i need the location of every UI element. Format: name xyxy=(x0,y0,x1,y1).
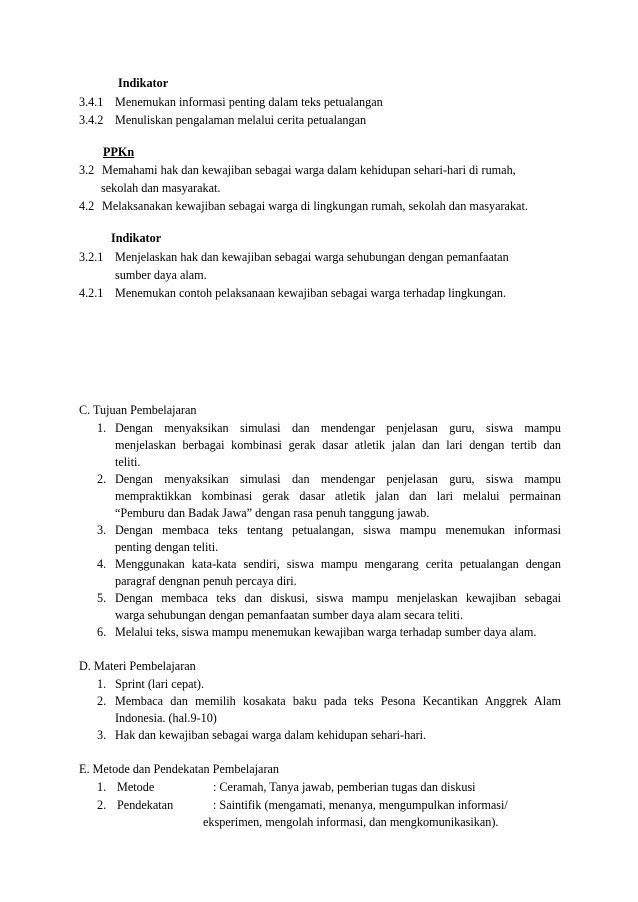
item-number: 3.2.1 xyxy=(79,250,104,264)
tujuan-num-4: 4. xyxy=(97,557,107,571)
tujuan-item-2-line-1: Dengan menyaksikan simulasi dan mendengar penjelasan guru, siswa mampu xyxy=(115,472,561,486)
indikator-heading-2: Indikator xyxy=(111,231,162,245)
tujuan-item-5-line-1: Dengan membaca teks dan diskusi, siswa mampu menjelaskan kewajiban sebagai xyxy=(115,591,561,605)
item-number: 4.2.1 xyxy=(79,286,104,300)
tujuan-num-2: 2. xyxy=(97,472,107,486)
materi-item-2-line-1: Membaca dan memilih kosakata baku pada teks Pesona Kecantikan Anggrek Alam xyxy=(115,694,561,708)
item-text: Menemukan contoh pelaksanaan kewajiban sebagai warga terhadap lingkungan. xyxy=(115,286,506,300)
tujuan-item-1-line-1: Dengan menyaksikan simulasi dan mendengar penjelasan guru, siswa mampu xyxy=(115,421,561,435)
tujuan-item-1-line-3: teliti. xyxy=(115,455,141,469)
tujuan-item-3-line-1: Dengan membaca teks tentang petualangan, siswa mampu menemukan informasi xyxy=(115,523,561,537)
item-number: 3.2 xyxy=(79,163,95,177)
indikator-1-item-2 xyxy=(79,112,366,128)
tujuan-item-1-line-2: menjelaskan berbagai kombinasi gerak dasar atletik jalan dan lari dengan tertib dan xyxy=(115,438,561,452)
item-label: Pendekatan xyxy=(117,798,174,812)
indikator-2-item-1 xyxy=(79,249,509,265)
materi-num-1: 1. xyxy=(97,677,107,691)
tujuan-num-1: 1. xyxy=(97,421,107,435)
metode-heading: E. Metode dan Pendekatan Pembelajaran xyxy=(79,762,280,776)
item-value: : Ceramah, Tanya jawab, pemberian tugas dan diskusi xyxy=(213,780,476,794)
metode-item-2-cont: eksperimen, mengolah informasi, dan mengkomunikasikan). xyxy=(203,815,499,829)
item-text: Menemukan informasi penting dalam teks petualangan xyxy=(115,95,383,109)
item-label: Metode xyxy=(117,780,155,794)
metode-item-1 xyxy=(97,779,476,795)
indikator-2-item-2 xyxy=(79,285,506,301)
item-number: 3.4.1 xyxy=(79,95,104,109)
tujuan-item-5-line-2: warga sehubungan dengan pemanfaatan sumber daya alam secara teliti. xyxy=(115,608,463,622)
item-value: : Saintifik (mengamati, menanya, mengumpulkan informasi/ xyxy=(213,798,508,812)
indikator-2-item-1-cont: sumber daya alam. xyxy=(115,268,207,282)
item-text: Memahami hak dan kewajiban sebagai warga dalam kehidupan sehari-hari di rumah, xyxy=(102,163,516,177)
item-text: Menjelaskan hak dan kewajiban sebagai warga sehubungan dengan pemanfaatan xyxy=(115,250,509,264)
materi-item-3-line-1: Hak dan kewajiban sebagai warga dalam kehidupan sehari-hari. xyxy=(115,728,427,742)
materi-heading: D. Materi Pembelajaran xyxy=(79,659,196,673)
indikator-1-item-1 xyxy=(79,94,383,110)
tujuan-item-4-line-2: paragraf dengnan penuh percaya diri. xyxy=(115,574,297,588)
tujuan-num-3: 3. xyxy=(97,523,107,537)
item-number: 3.4.2 xyxy=(79,113,104,127)
materi-item-2-line-2: Indonesia. (hal.9-10) xyxy=(115,711,217,725)
ppkn-heading: PPKn xyxy=(103,145,135,159)
ppkn-item-1-cont: sekolah dan masyarakat. xyxy=(101,181,221,195)
tujuan-item-2-line-2: mempraktikkan kombinasi gerak dasar atletik jalan dan lari melalui permainan xyxy=(115,489,561,503)
ppkn-item-1 xyxy=(79,162,516,178)
tujuan-item-3-line-2: penting dengan teliti. xyxy=(115,540,219,554)
materi-item-1-line-1: Sprint (lari cepat). xyxy=(115,677,205,691)
item-text: Menuliskan pengalaman melalui cerita petualangan xyxy=(115,113,367,127)
tujuan-item-4-line-1: Menggunakan kata-kata sendiri, siswa mampu mengarang cerita petualangan dengan xyxy=(115,557,561,571)
tujuan-num-5: 5. xyxy=(97,591,107,605)
tujuan-item-6-line-1: Melalui teks, siswa mampu menemukan kewajiban warga terhadap sumber daya alam. xyxy=(115,625,537,639)
indikator-heading-1: Indikator xyxy=(118,76,169,90)
materi-num-2: 2. xyxy=(97,694,107,708)
metode-item-2 xyxy=(97,797,508,813)
item-number: 4.2 xyxy=(79,199,95,213)
tujuan-heading: C. Tujuan Pembelajaran xyxy=(79,403,197,417)
tujuan-num-6: 6. xyxy=(97,625,107,639)
materi-num-3: 3. xyxy=(97,728,107,742)
item-text: Melaksanakan kewajiban sebagai warga di lingkungan rumah, sekolah dan masyarakat. xyxy=(102,199,528,213)
tujuan-item-2-line-3: “Pemburu dan Badak Jawa” dengan rasa penuh tanggung jawab. xyxy=(115,506,430,520)
ppkn-item-2 xyxy=(79,198,528,214)
item-number: 1. xyxy=(97,780,107,794)
item-number: 2. xyxy=(97,798,107,812)
